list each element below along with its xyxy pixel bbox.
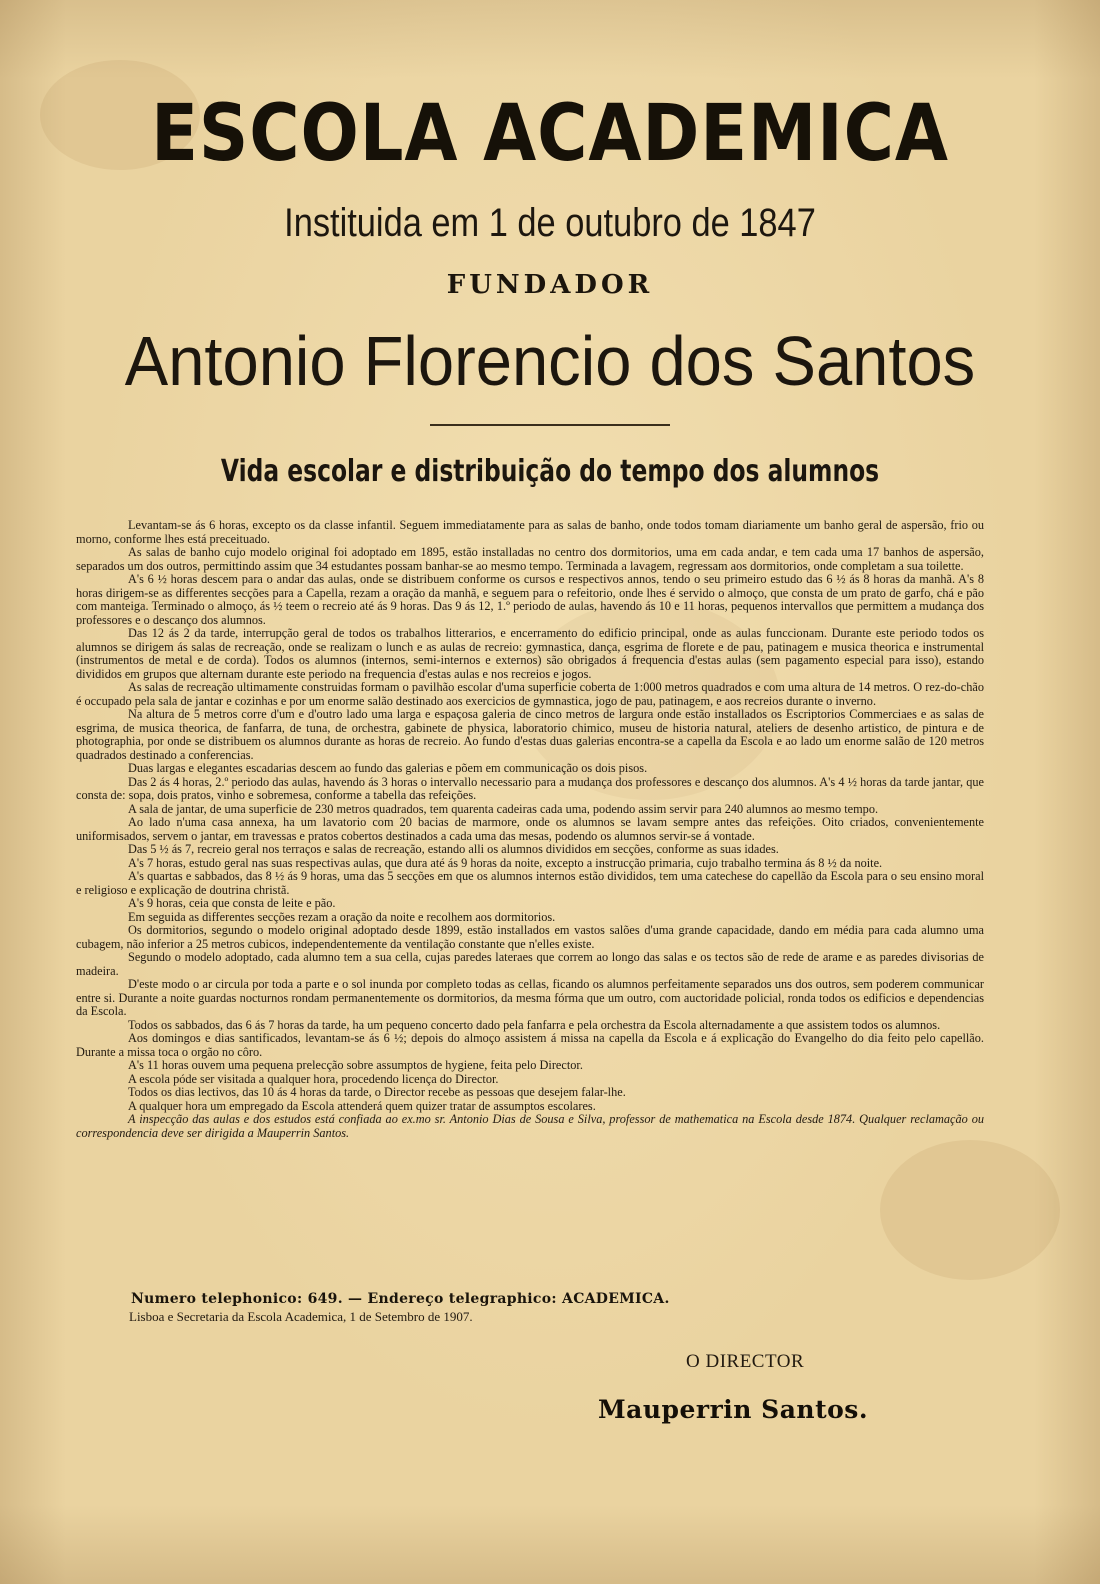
- paragraph: As salas de banho cujo modelo original foi adoptado em 1895, estão installadas no centro dos dormitorios, uma em cada andar, e tem cada uma 17 banhos de aspersão, separados um dos outros, permittindo assim que 34 estudantes possam banhar-se ao mesmo tempo. Terminada a lavagem, regressam aos dormitorios, onde completam a sua toilette.: [76, 545, 984, 573]
- paragraph: A escola póde ser visitada a qualquer hora, procedendo licença do Director.: [128, 1071, 499, 1086]
- paragraph: A's 7 horas, estudo geral nas suas respectivas aulas, que dura até ás 9 horas da noite, excepto a instrucção primaria, cujo trabalho termina ás 8 ½ da noite.: [128, 855, 883, 870]
- paragraph: A's quartas e sabbados, das 8 ½ ás 9 horas, uma das 5 secções em que os alumnos internos estão divididos, tem uma catechese do capellão da Escola para o seu ensino moral e religioso e explicação de doutrina christã.: [76, 869, 984, 897]
- paragraph: Ao lado n'uma casa annexa, ha um lavatorio com 20 bacias de marmore, onde os alumnos se lavam sempre antes das refeições. Oito criados, convenientemente uniformisados, servem o jantar, em travessas e pratos cobertos destinados a cada uma das mesas, podendo os alumnos servir-se á vontade.: [76, 815, 984, 843]
- founding-date: Instituida em 1 de outubro de 1847: [284, 201, 816, 245]
- paragraph: A's 6 ½ horas descem para o andar das aulas, onde se distribuem conforme os cursos e respectivos annos, tendo o seu primeiro estudo das 6 ½ ás 8 horas da manhã. A's 8 horas dirigem-se as differentes secções para a Capella, rezam a oração da manhã, e seguem para o refeitorio, onde lhes é servido o almoço, que consta de um prato de garfo, chá e pão com manteiga. Terminado o almoço, ás ½ teem o recreio até ás 9 horas. Das 9 ás 12, 1.º periodo de aulas, havendo ás 10 e 11 horas, pequenos intervallos que permittem a mudança dos professores e o descanço dos alumnos.: [76, 572, 984, 627]
- paragraph: Das 2 ás 4 horas, 2.º periodo das aulas, havendo ás 3 horas o intervallo necessario para a mudança dos professores e descanço dos alumnos. A's 4 ½ horas da tarde jantar, que consta de: sopa, dois pratos, vinho e sobremesa, conforme a tabella das refeições.: [76, 774, 984, 802]
- paragraph: Duas largas e elegantes escadarias descem ao fundo das galerias e põem em communicação os dois pisos.: [128, 761, 648, 775]
- paragraph: As salas de recreação ultimamente construidas formam o pavilhão escolar d'uma superficie coberta de 1:000 metros quadrados e com uma altura de 14 metros. O rez-do-chão é occupado pela sala de jantar e cozinhas e por um enorme salão destinado aos exercicios de gymnastica, jogo de pau, patinagem, e aos recreios durante o inverno.: [76, 680, 984, 708]
- director-label: O DIRECTOR: [686, 1351, 805, 1372]
- place-date: Lisboa e Secretaria da Escola Academica, 1 de Setembro de 1907.: [129, 1309, 473, 1324]
- paragraph: A's 9 horas, ceia que consta de leite e pão.: [128, 896, 336, 910]
- founder-label: FUNDADOR: [446, 270, 654, 300]
- paragraph: A inspecção das aulas e dos estudos está confiada ao ex.mo sr. Antonio Dias de Sousa e Silva, professor de mathematica na Escola desde 1874. Qualquer reclamação ou correspondencia deve ser dirigida a Mauperrin Santos.: [76, 1112, 984, 1140]
- paragraph: Das 5 ½ ás 7, recreio geral nos terraços e salas de recreação, estando alli os alumnos divididos em secções, conforme as suas idades.: [128, 842, 779, 856]
- paragraph: Em seguida as differentes secções rezam a oração da noite e recolhem aos dormitorios.: [128, 909, 556, 924]
- paragraph: Todos os sabbados, das 6 ás 7 horas da tarde, ha um pequeno concerto dado pela fanfarra e pela orchestra da Escola alternadamente a que assistem todos os alumnos.: [128, 1017, 941, 1032]
- paragraph: Levantam-se ás 6 horas, excepto os da classe infantil. Seguem immediatamente para as salas de banho, onde todos tomam diariamente um banho geral de aspersão, frio ou morno, conforme lhes está preceituado.: [76, 518, 984, 546]
- paragraph: Das 12 ás 2 da tarde, interrupção geral de todos os trabalhos litterarios, e encerramento do edificio principal, onde as aulas funccionam. Durante este periodo todos os alumnos se dirigem ás salas de recreação, onde se realizam o lunch e as aulas de recreio: gymnastica, dança, esgrima de florete e de pau, patinagem e musica theorica e instrumental (instrumentos de metal e de corda). Todos os alumnos (internos, semi-internos e externos) são obrigados á frequencia d'estas aulas (sem pagamento especial para isso), estando divididos em grupos que alternam durante este periodo na frequencia d'estas aulas e nos recreios e jogos.: [76, 626, 984, 681]
- paragraph: A sala de jantar, de uma superficie de 230 metros quadrados, tem quarenta cadeiras cada uma, podendo assim servir para 240 alumnos ao mesmo tempo.: [128, 801, 879, 816]
- paragraph: Os dormitorios, segundo o modelo original adoptado desde 1899, estão installados em vastos salões d'uma grande capacidade, dando em média para cada alumno uma cubagem, não inferior a 25 metros cubicos, independentemente da ventilação constante que n'elles existe.: [76, 923, 984, 951]
- paragraph: A qualquer hora um empregado da Escola attenderá quem quizer tratar de assumptos escolares.: [128, 1098, 596, 1113]
- paragraph: Segundo o modelo adoptado, cada alumno tem a sua cella, cujas paredes lateraes que correm ao longo das salas e os tectos são de rede de arame e as paredes divisorias de madeira.: [76, 950, 984, 978]
- founder-name: Antonio Florencio dos Santos: [124, 322, 976, 400]
- contact-line: Numero telephonico: 649. — Endereço telegraphico: ACADEMICA.: [131, 1291, 670, 1307]
- paragraph: Na altura de 5 metros corre d'um e d'outro lado uma larga e espaçosa galeria de cinco metros de largura onde estão installados os Escriptorios Commerciaes e as salas de esgrima, de musica theorica, de fanfarra, de tuna, de orchestra, gabinete de physica, laboratorio chimico, museu de historia natural, ateliers de desenho artistico, de pintura e de photographia, por onde se distribuem os alumnos durante as horas de recreio. Ao fundo d'estas duas galerias encontra-se a capella da Escola e ao lado um enorme salão de 120 metros quadrados destinado a conferencias.: [76, 707, 984, 762]
- section-heading: Vida escolar e distribuição do tempo dos alumnos: [220, 454, 880, 489]
- paragraph: D'este modo o ar circula por toda a parte e o sol inunda por completo todas as cellas, ficando os alumnos perfeitamente separados uns dos outros, sem poderem communicar entre si. Durante a noite guardas nocturnos rondam permanentemente os dormitorios, da mesma fórma que um outro, com auctoridade policial, ronda todos os edificios e dependencias da Escola.: [76, 977, 984, 1018]
- paragraph: A's 11 horas ouvem uma pequena prelecção sobre assumptos de hygiene, feita pelo Director.: [128, 1058, 583, 1072]
- paper-stain: [880, 1140, 1060, 1280]
- paragraph: Todos os dias lectivos, das 10 ás 4 horas da tarde, o Director recebe as pessoas que desejem falar-lhe.: [128, 1085, 626, 1099]
- divider-rule: [430, 424, 670, 426]
- body-text: [76, 519, 984, 1140]
- director-signature: Mauperrin Santos.: [598, 1395, 869, 1424]
- poster-title: ESCOLA ACADEMICA: [151, 89, 949, 179]
- paragraph: Aos domingos e dias santificados, levantam-se ás 6 ½; depois do almoço assistem á missa na capella da Escola e á explicação do Evangelho do dia feito pelo capellão. Durante a missa toca o orgão no côro.: [76, 1031, 984, 1059]
